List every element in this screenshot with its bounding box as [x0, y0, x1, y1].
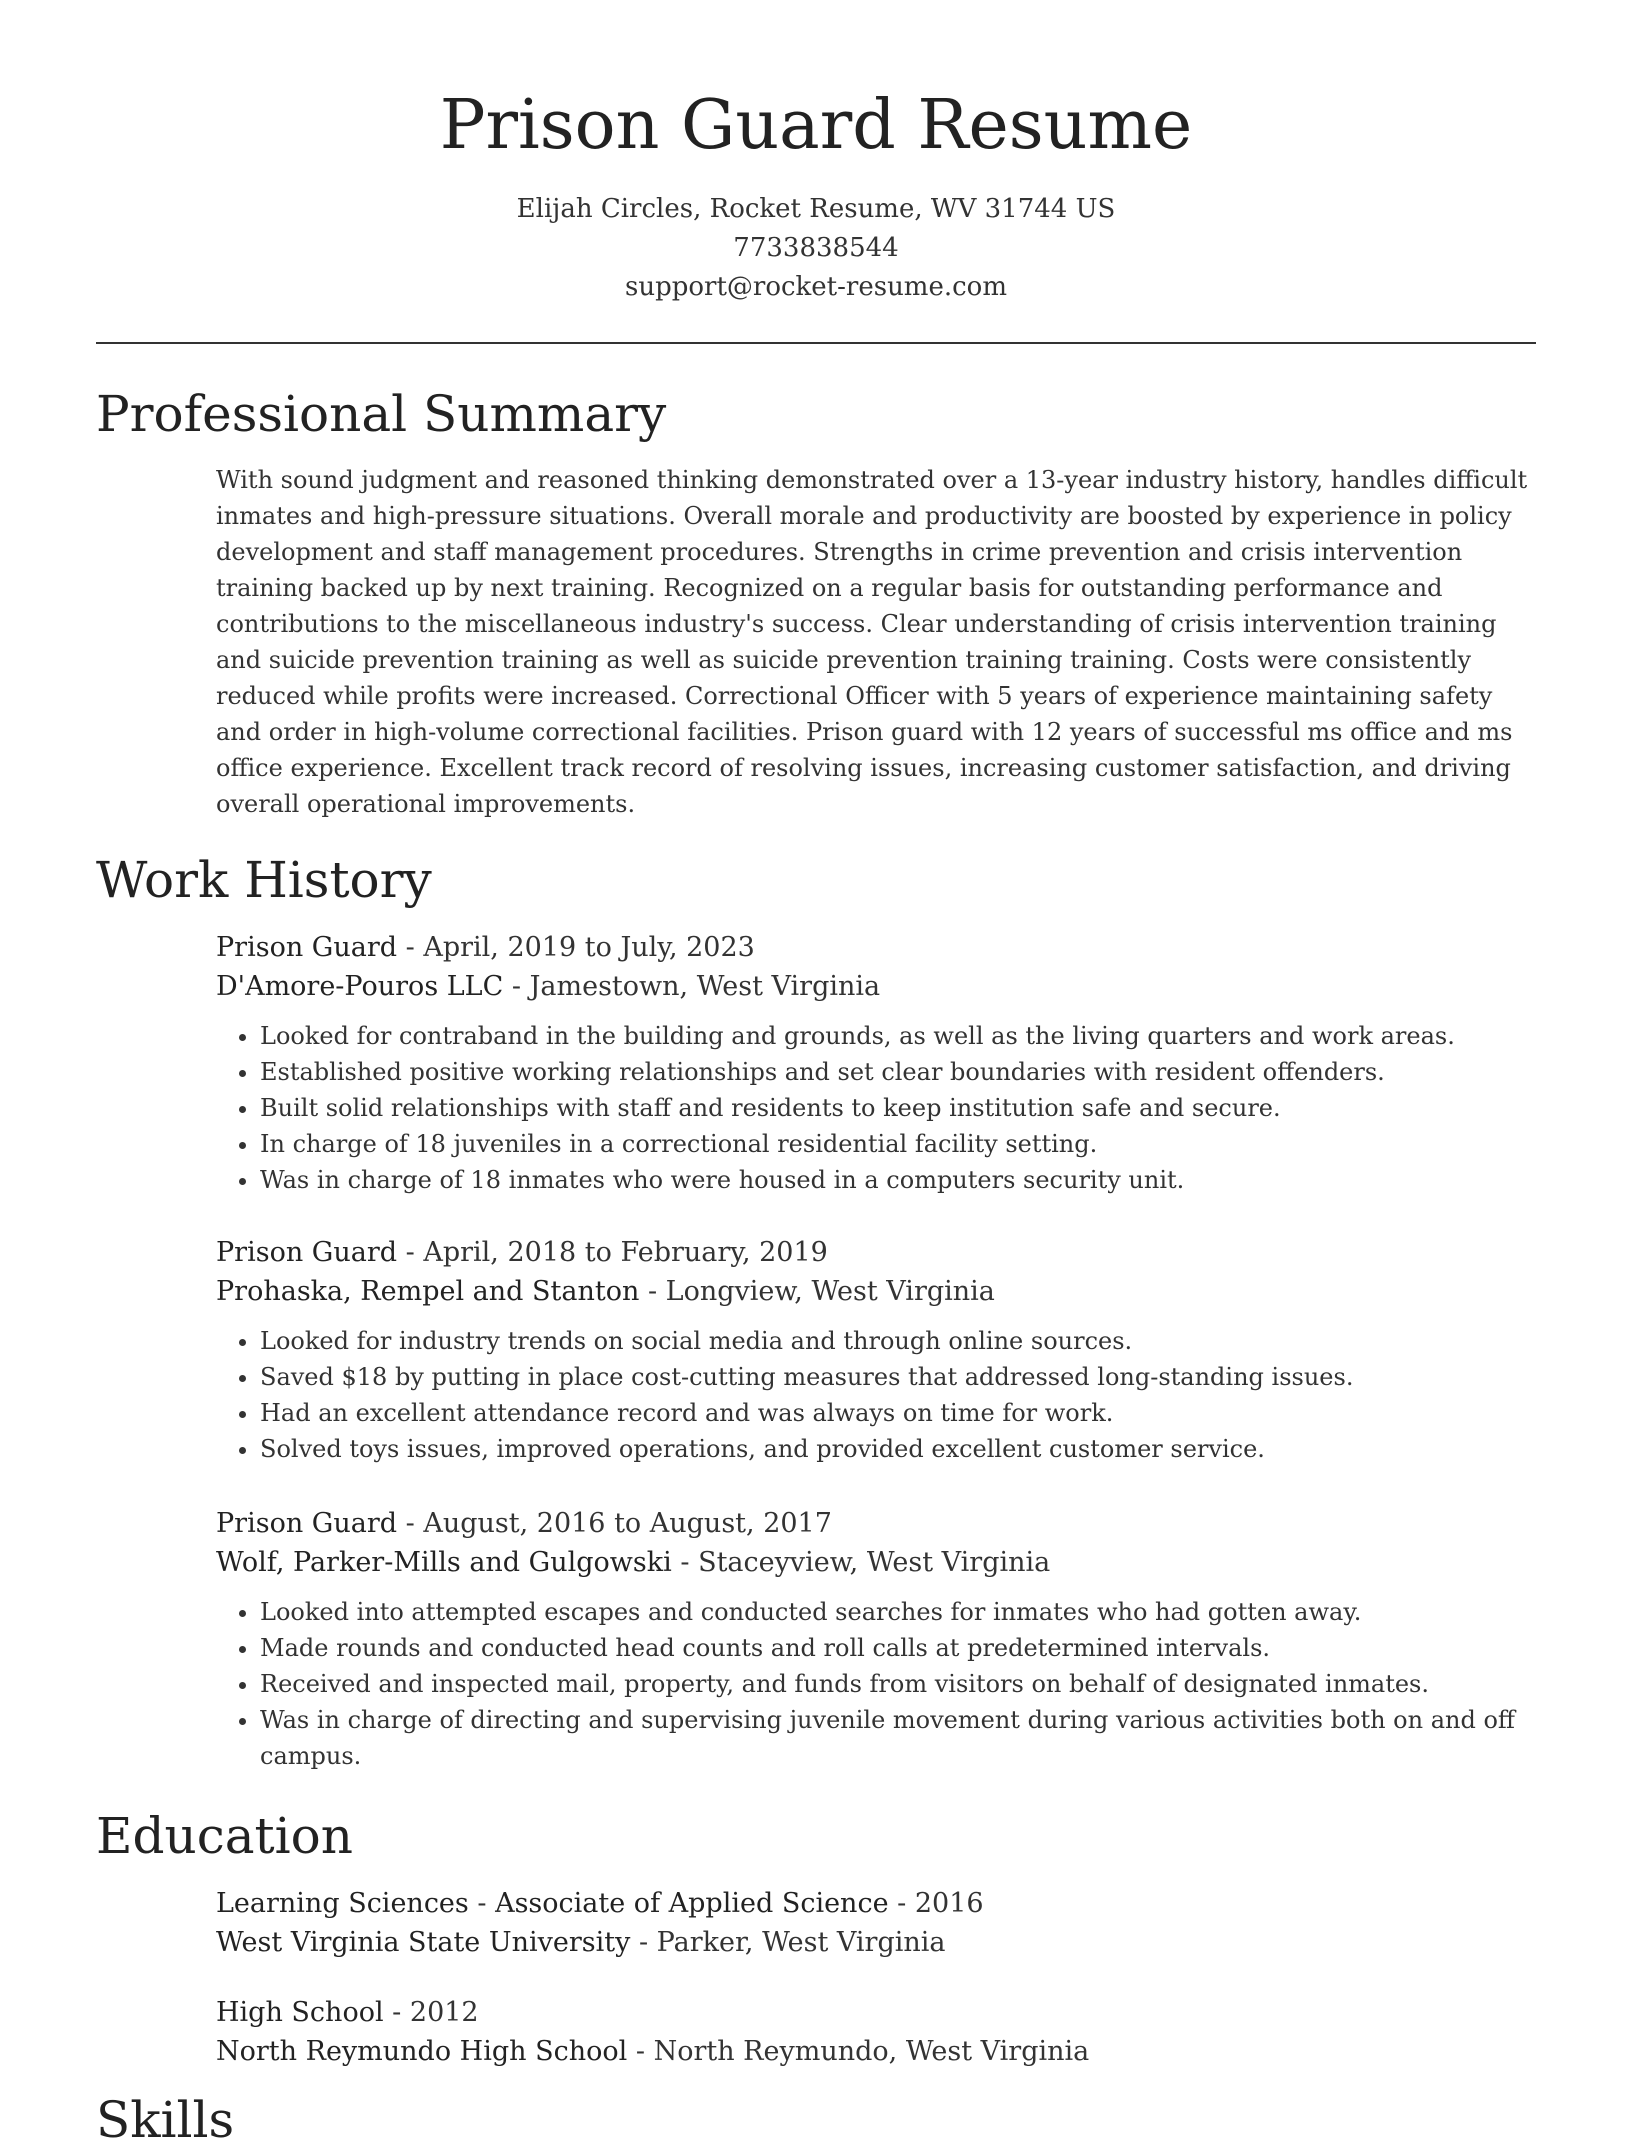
job-bullet: • Saved $18 by putting in place cost-cutting measures that addressed long-standing issues.	[260, 1359, 1536, 1395]
education-school-line: West Virginia State University - Parker, West Virginia	[216, 1927, 946, 1958]
education-school: North Reymundo High School	[216, 2036, 628, 2067]
job-bullet: • Was in charge of directing and supervising juvenile movement during various activities both on and off campus.	[260, 1702, 1536, 1774]
education-field: High School	[216, 1997, 384, 2028]
header-divider	[96, 342, 1536, 344]
job-company-line: D'Amore-Pouros LLC - Jamestown, West Virginia	[216, 971, 881, 1002]
education-field: Learning Sciences	[216, 1888, 469, 1919]
job-entry	[216, 928, 1536, 1198]
education-heading: Education	[96, 1807, 353, 1865]
job-bullet: • Looked for industry trends on social media and through online sources.	[260, 1323, 1536, 1359]
contact-info	[0, 190, 1632, 307]
job-location: Jamestown, West Virginia	[529, 971, 881, 1002]
skills-heading: Skills	[96, 2091, 235, 2149]
job-entry	[216, 1504, 1536, 1774]
job-entry	[216, 1233, 1536, 1467]
resume-header	[0, 0, 1632, 307]
education-entry	[216, 1884, 1536, 1962]
education-year: 2012	[409, 1997, 479, 2028]
education-degree: Associate of Applied Science	[495, 1888, 889, 1919]
job-bullet: • Looked into attempted escapes and conducted searches for inmates who had gotten away.	[260, 1594, 1536, 1630]
job-bullets	[216, 1018, 1536, 1198]
job-company-line: Prohaska, Rempel and Stanton - Longview, West Virginia	[216, 1276, 995, 1307]
job-dates: April, 2018 to February, 2019	[423, 1237, 828, 1268]
job-bullet: • Built solid relationships with staff and residents to keep institution safe and secure.	[260, 1090, 1536, 1126]
work-history-heading: Work History	[96, 851, 432, 909]
job-company: Wolf, Parker-Mills and Gulgowski	[216, 1547, 672, 1578]
job-bullet: • Was in charge of 18 inmates who were housed in a computers security unit.	[260, 1162, 1536, 1198]
education-location: Parker, West Virginia	[656, 1927, 946, 1958]
job-bullet: • Established positive working relationships and set clear boundaries with resident offenders.	[260, 1054, 1536, 1090]
resume-title: Prison Guard Resume	[439, 86, 1193, 165]
job-bullet: • Had an excellent attendance record and was always on time for work.	[260, 1395, 1536, 1431]
job-bullet: • In charge of 18 juveniles in a correctional residential facility setting.	[260, 1126, 1536, 1162]
education-location: North Reymundo, West Virginia	[653, 2036, 1090, 2067]
job-title-line: Prison Guard - April, 2018 to February, 2019	[216, 1237, 828, 1268]
education-school-line: North Reymundo High School - North Reymundo, West Virginia	[216, 2036, 1090, 2067]
job-company: Prohaska, Rempel and Stanton	[216, 1276, 640, 1307]
education-entry	[216, 1993, 1536, 2071]
job-title: Prison Guard	[216, 932, 398, 963]
job-company: D'Amore-Pouros LLC	[216, 971, 504, 1002]
job-title: Prison Guard	[216, 1508, 398, 1539]
education-degree-line: High School - 2012	[216, 1997, 479, 2028]
job-title-line: Prison Guard - April, 2019 to July, 2023	[216, 932, 755, 963]
job-dates: August, 2016 to August, 2017	[423, 1508, 832, 1539]
job-bullets	[216, 1323, 1536, 1467]
job-company-line: Wolf, Parker-Mills and Gulgowski - Staceyview, West Virginia	[216, 1547, 1051, 1578]
job-bullet: • Made rounds and conducted head counts and roll calls at predetermined intervals.	[260, 1630, 1536, 1666]
job-location: Longview, West Virginia	[665, 1276, 995, 1307]
job-title: Prison Guard	[216, 1237, 398, 1268]
job-bullet: • Received and inspected mail, property, and funds from visitors on behalf of designated inmates.	[260, 1666, 1536, 1702]
job-bullet: • Looked for contraband in the building and grounds, as well as the living quarters and work areas.	[260, 1018, 1536, 1054]
summary-text: With sound judgment and reasoned thinking demonstrated over a 13-year industry history, handles difficult inmates and high-pressure situations. Overall morale and productivity are boosted by experience in policy development and staff management procedures. Strengths in crime prevention and crisis intervention training backed up by next training. Recognized on a regular basis for outstanding performance and contributions to the miscellaneous industry's success. Clear understanding of crisis intervention training and suicide prevention training as well as suicide prevention training training. Costs were consistently reduced while profits were increased. Correctional Officer with 5 years of experience maintaining safety and order in high-volume correctional facilities. Prison guard with 12 years of successful ms office and ms office experience. Excellent track record of resolving issues, increasing customer satisfaction, and driving overall operational improvements.	[216, 466, 1528, 818]
job-bullet: • Solved toys issues, improved operations, and provided excellent customer service.	[260, 1431, 1536, 1467]
education-year: 2016	[914, 1888, 984, 1919]
job-title-line: Prison Guard - August, 2016 to August, 2017	[216, 1508, 832, 1539]
contact-email: support@rocket-resume.com	[624, 272, 1007, 302]
job-location: Staceyview, West Virginia	[698, 1547, 1051, 1578]
job-bullets	[216, 1594, 1536, 1774]
education-school: West Virginia State University	[216, 1927, 631, 1958]
contact-address: Elijah Circles, Rocket Resume, WV 31744 US	[516, 194, 1116, 224]
summary-heading: Professional Summary	[96, 385, 667, 443]
contact-phone: 7733838544	[733, 233, 899, 263]
job-dates: April, 2019 to July, 2023	[423, 932, 755, 963]
education-degree-line: Learning Sciences - Associate of Applied Science - 2016	[216, 1888, 984, 1919]
